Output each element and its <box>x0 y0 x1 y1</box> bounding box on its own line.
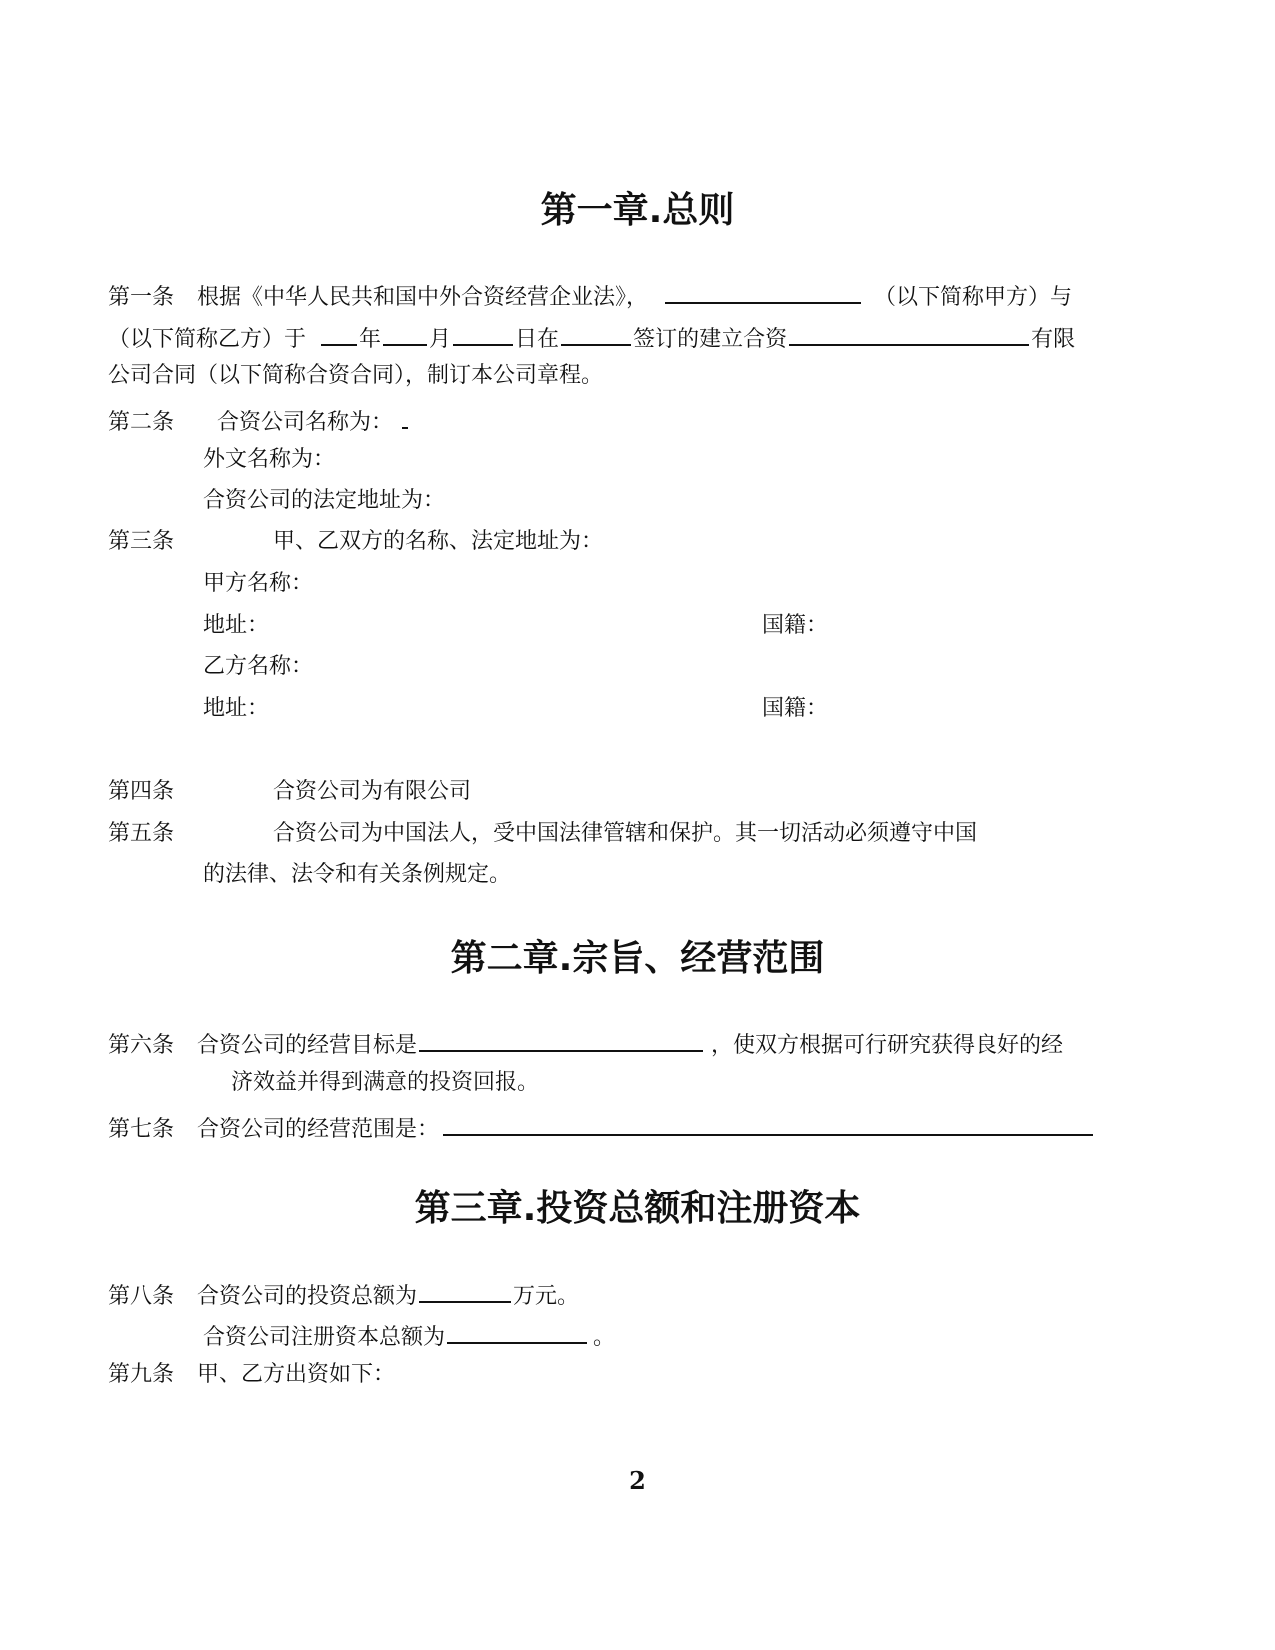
article-3-text-1: 甲、乙双方的名称、法定地址为： <box>273 529 604 554</box>
article-1-text-5: 有限 <box>1031 327 1076 352</box>
blank-registered-capital[interactable] <box>447 1318 587 1344</box>
article-4-line-1 <box>108 777 471 807</box>
blank-party-a[interactable] <box>665 278 861 304</box>
party-b-address: 地址： <box>203 696 270 721</box>
article-1-month: 月 <box>429 327 452 352</box>
article-8-line-2 <box>203 1318 615 1353</box>
article-1-day: 日在 <box>515 327 560 352</box>
blank-business-goal[interactable] <box>419 1026 703 1052</box>
blank-jv-name[interactable] <box>789 320 1029 346</box>
article-6-text-3: 济效益并得到满意的投资回报。 <box>231 1070 540 1095</box>
article-1-text-2: （以下简称甲方）与 <box>874 285 1073 310</box>
party-b-nationality: 国籍： <box>762 696 829 721</box>
article-6-line-1 <box>108 1026 1063 1061</box>
party-a-name: 甲方名称： <box>203 571 314 596</box>
article-6-text-1: 合资公司的经营目标是 <box>197 1033 418 1058</box>
article-1-text-4: 签订的建立合资 <box>633 327 788 352</box>
article-5-text-2: 的法律、法令和有关条例规定。 <box>203 862 512 887</box>
article-1-line-1 <box>108 278 1072 313</box>
article-1-text-1: 根据《中华人民共和国中外合资经营企业法》， <box>197 285 649 310</box>
article-1-text-6: 公司合同（以下简称合资合同），制订本公司章程。 <box>108 363 604 388</box>
article-6-text-2: ，使双方根据可行研究获得良好的经 <box>711 1033 1064 1058</box>
party-a-nationality: 国籍： <box>762 613 829 638</box>
article-7-text-1: 合资公司的经营范围是： <box>197 1117 440 1142</box>
article-8-line-1 <box>108 1277 579 1312</box>
chapter-3-title: 第三章.投资总额和注册资本 <box>414 1188 861 1229</box>
chapter-2-title: 第二章.宗旨、经营范围 <box>450 938 825 979</box>
blank-year[interactable] <box>321 320 357 346</box>
article-8-text-4: 。 <box>593 1325 616 1350</box>
article-1-text-3: （以下简称乙方）于 <box>108 327 307 352</box>
article-5-line-1 <box>108 819 977 849</box>
article-4-text-1: 合资公司为有限公司 <box>273 779 472 804</box>
article-8-label: 第八条 <box>108 1284 175 1309</box>
article-7-label: 第七条 <box>108 1117 175 1142</box>
article-2-line-1 <box>108 403 410 438</box>
blank-place[interactable] <box>561 320 631 346</box>
page-number: 2 <box>629 1466 646 1495</box>
article-5-text-1: 合资公司为中国法人，受中国法律管辖和保护。其一切活动必须遵守中国 <box>273 821 978 846</box>
article-6-label: 第六条 <box>108 1033 175 1058</box>
blank-total-investment[interactable] <box>419 1277 511 1303</box>
article-2-text-1: 合资公司名称为： <box>217 410 394 435</box>
party-a-address: 地址： <box>203 613 270 638</box>
article-3-line-1 <box>108 527 603 557</box>
article-9-label: 第九条 <box>108 1362 175 1387</box>
article-1-line-2 <box>108 320 1075 355</box>
article-5-label: 第五条 <box>108 821 175 846</box>
blank-business-scope[interactable] <box>443 1110 1093 1136</box>
article-9-text-1: 甲、乙方出资如下： <box>197 1362 396 1387</box>
chapter-1-title: 第一章.总则 <box>540 190 735 231</box>
blank-month[interactable] <box>383 320 427 346</box>
article-7-line-1 <box>108 1110 1095 1145</box>
article-8-text-2: 万元。 <box>513 1284 580 1309</box>
article-9-line-1 <box>108 1360 395 1390</box>
article-8-text-3: 合资公司注册资本总额为 <box>203 1325 446 1350</box>
party-b-name: 乙方名称： <box>203 654 314 679</box>
blank-day[interactable] <box>453 320 513 346</box>
article-2-text-2: 外文名称为： <box>203 447 336 472</box>
article-2-text-3: 合资公司的法定地址为： <box>203 488 446 513</box>
article-4-label: 第四条 <box>108 779 175 804</box>
article-1-year: 年 <box>359 327 382 352</box>
article-3-label: 第三条 <box>108 529 175 554</box>
blank-company-name[interactable] <box>402 403 408 429</box>
article-1-label: 第一条 <box>108 285 175 310</box>
article-8-text-1: 合资公司的投资总额为 <box>197 1284 418 1309</box>
article-2-label: 第二条 <box>108 410 175 435</box>
